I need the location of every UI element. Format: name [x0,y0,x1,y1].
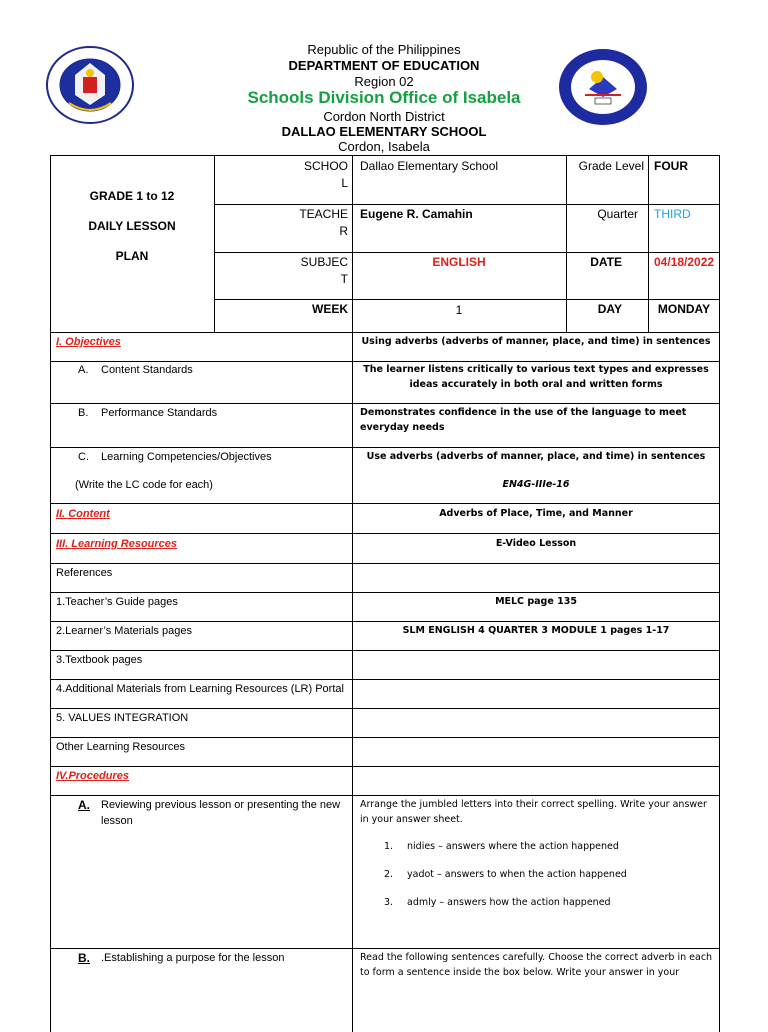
values-integration-label: 5. VALUES INTEGRATION [56,712,189,724]
teacher-value: Eugene R. Camahin [360,207,473,221]
procedures-heading: IV.Procedures [56,770,129,782]
town-line: Cordon, Isabela [338,139,430,154]
objectives-heading: I. Objectives [56,336,121,348]
deped-seal-logo [45,45,135,125]
republic-line: Republic of the Philippines [307,42,461,57]
school-seal-icon [557,47,649,127]
dlp-title-line1: GRADE 1 to 12 [89,189,175,203]
teachers-guide-label: 1.Teacher’s Guide pages [56,596,178,608]
procedure-b-instructions: Read the following sentences carefully. Choose the correct adverb in each to form a sentence inside the box below. Write your answer in your [360,952,713,978]
performance-standards-label: Performance Standards [101,407,218,419]
procedure-a-item: yadot – answers to when the action happened [407,869,627,880]
grade-value: FOUR [654,159,688,173]
subject-label-a: SUBJEC [300,255,348,269]
teacher-label-b: R [339,224,348,238]
grade-label: Grade Level [578,159,644,173]
content-standards-value: The learner listens critically to various text types and expresses ideas accurately in both oral and written forms [363,364,709,390]
additional-materials-label: 4.Additional Materials from Learning Resources (LR) Portal [56,683,344,695]
school-line: DALLAO ELEMENTARY SCHOOL [281,124,487,139]
week-label: WEEK [312,302,348,316]
school-label-a: SCHOO [303,159,348,173]
day-value: MONDAY [657,302,711,316]
procedure-a-instructions: Arrange the jumbled letters into their correct spelling. Write your answer in your answer sheet. [360,799,707,825]
procedure-a-item: nidies – answers where the action happened [407,841,619,852]
procedure-a-item-number: 1. [384,841,394,852]
learning-competencies-value: Use adverbs (adverbs of manner, place, and time) in sentences [366,451,706,462]
objectives-value: Using adverbs (adverbs of manner, place, and time) in sentences [361,336,711,347]
learners-materials-label: 2.Learner’s Materials pages [56,625,192,637]
content-standards-label: Content Standards [101,364,193,376]
learning-competencies-letter: C. [78,451,89,463]
teacher-label-a: TEACHE [299,207,348,221]
school-value: Dallao Elementary School [360,159,499,173]
procedure-a-item: admly – answers how the action happened [407,897,611,908]
subject-value: ENGLISH [432,255,486,269]
subject-label-b: T [340,272,348,286]
learning-competencies-label: Learning Competencies/Objectives [101,451,272,463]
division-line: Schools Division Office of Isabela [247,88,521,107]
deped-seal-icon [45,45,135,125]
procedure-a-item-number: 2. [384,869,394,880]
content-standards-letter: A. [78,364,89,376]
performance-standards-value: Demonstrates confidence in the use of the language to meet everyday needs [360,407,687,433]
dlp-title-line3: PLAN [115,249,149,263]
date-label: DATE [590,255,622,269]
dlp-title-line2: DAILY LESSON [88,219,176,233]
procedure-a-letter: A. [78,798,90,812]
other-resources-label: Other Learning Resources [56,741,186,753]
learning-resources-value: E-Video Lesson [495,538,577,549]
procedure-a-item-number: 3. [384,897,394,908]
region-line: Region 02 [354,74,414,89]
date-value: 04/18/2022 [654,255,715,269]
school-label-b: L [341,176,348,190]
content-heading: II. Content [56,508,110,520]
learning-resources-heading: III. Learning Resources [56,538,178,550]
textbook-label: 3.Textbook pages [56,654,143,666]
content-value: Adverbs of Place, Time, and Manner [439,508,633,519]
quarter-label: Quarter [597,207,638,221]
procedure-b-label: .Establishing a purpose for the lesson [101,952,285,964]
week-value: 1 [455,303,463,317]
procedure-b-letter: B. [78,951,90,965]
district-line: Cordon North District [323,109,445,124]
day-label: DAY [597,302,622,316]
performance-standards-letter: B. [78,407,89,419]
school-seal-logo [557,47,649,127]
teachers-guide-value: MELC page 135 [495,596,577,607]
procedure-a-label: Reviewing previous lesson or presenting the new lesson [101,799,341,827]
department-line: DEPARTMENT OF EDUCATION [288,58,480,73]
references-label: References [56,567,113,579]
lc-code-value: EN4G-IIIe-16 [502,479,570,490]
learners-materials-value: SLM ENGLISH 4 QUARTER 3 MODULE 1 pages 1-17 [402,625,670,636]
lc-code-instruction: (Write the LC code for each) [75,479,213,491]
quarter-value: THIRD [654,207,691,221]
